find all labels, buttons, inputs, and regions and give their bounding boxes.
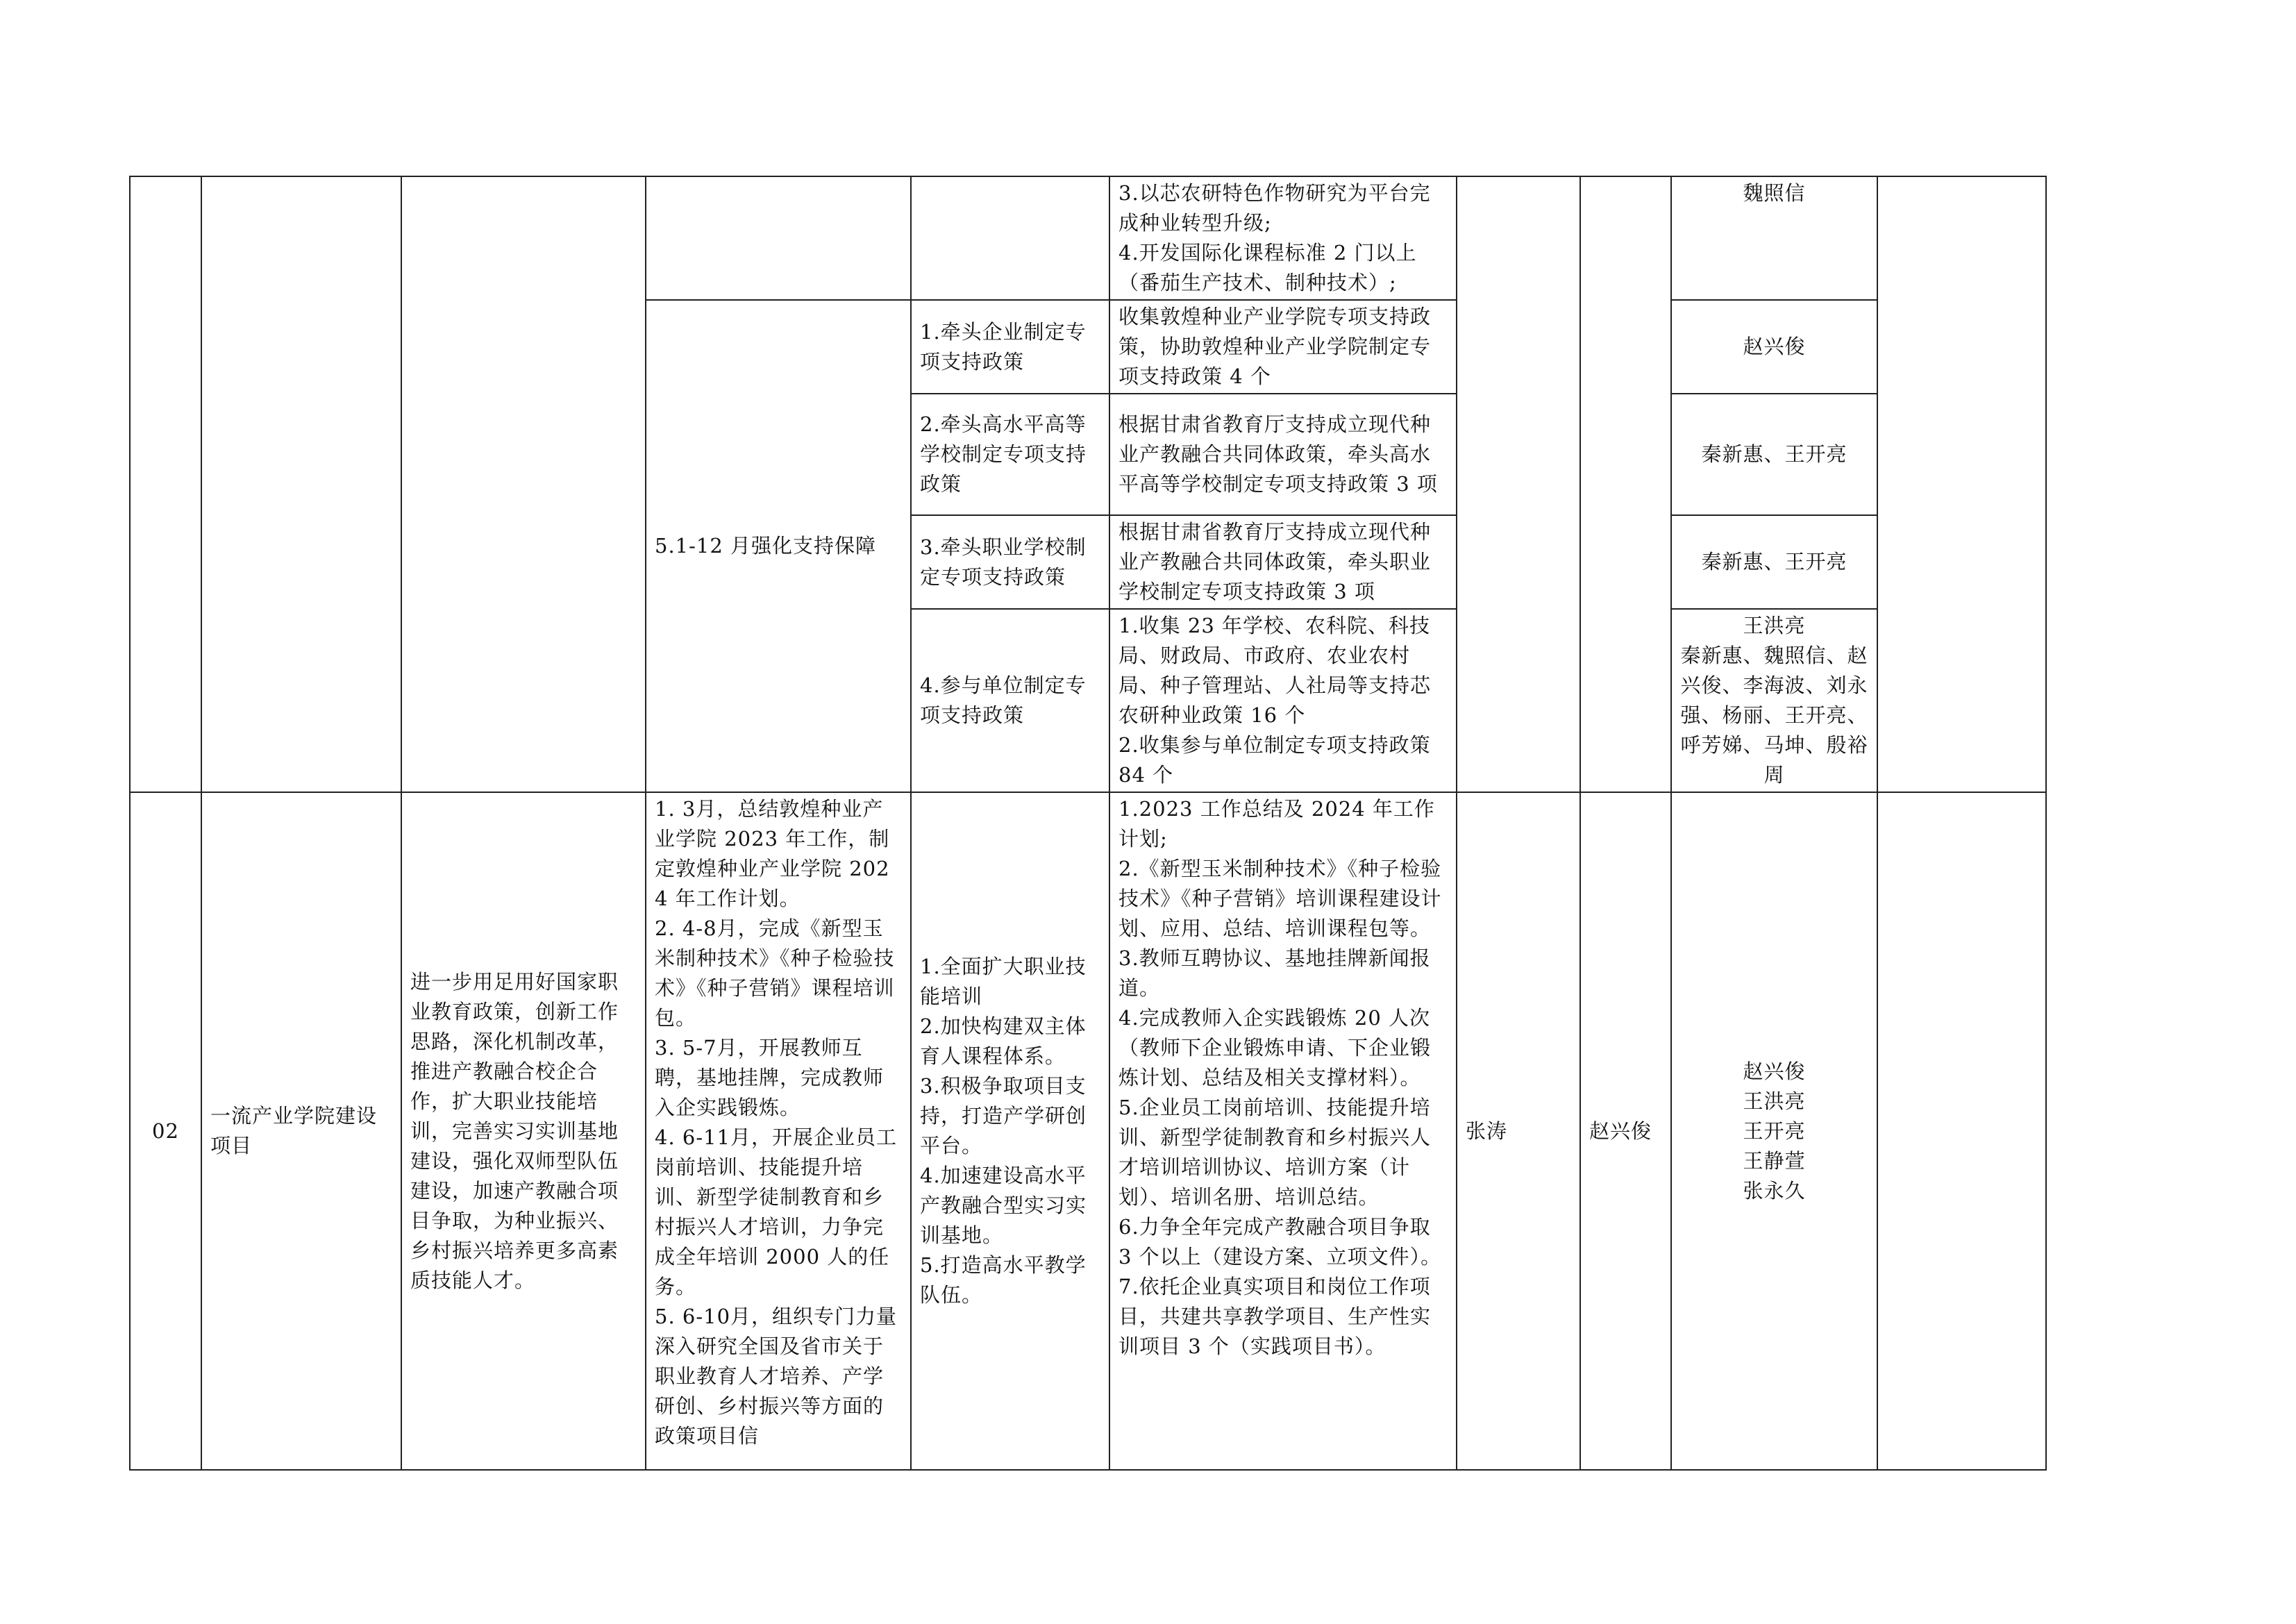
- project-no: 02: [130, 792, 201, 1470]
- row1-measure-cell: [911, 176, 1109, 300]
- row1-persons-cell: 魏照信: [1671, 176, 1877, 300]
- row1-project-cell: [201, 176, 401, 792]
- project-remark: [1877, 792, 2046, 1470]
- row1-no-cell: [130, 176, 201, 792]
- project-leader: 张涛: [1457, 792, 1580, 1470]
- work-plan-table: [129, 176, 2047, 1471]
- support-schedule-cell: 5.1-12 月强化支持保障: [646, 300, 911, 792]
- support-output-2: 根据甘肃省教育厅支持成立现代种业产教融合共同体政策，牵头高水平高等学校制定专项支持政策 3 项: [1109, 394, 1457, 515]
- support-persons-3: 秦新惠、王开亮: [1671, 515, 1877, 609]
- row1-output-cell: 3.以芯农研特色作物研究为平台完成种业转型升级; 4.开发国际化课程标准 2 门以上（番茄生产技术、制种技术）;: [1109, 176, 1457, 300]
- row1-schedule-cell: [646, 176, 911, 300]
- support-output-1: 收集敦煌种业产业学院专项支持政策，协助敦煌种业产业学院制定专项支持政策 4 个: [1109, 300, 1457, 394]
- support-persons-1: 赵兴俊: [1671, 300, 1877, 394]
- project-outputs: 1.2023 工作总结及 2024 年工作计划; 2.《新型玉米制种技术》《种子检验技术》《种子营销》培训课程建设计划、应用、总结、培训课程包等。 3.教师互聘协议、基地挂牌新闻报道。 4.完成教师入企实践锻炼 20 人次（教师下企业锻炼申请、下企业锻炼计划、总结及相关支撑材料）。 5.企业员工岗前培训、技能提升培训、新型学徒制教育和乡村振兴人才培训培训协议、培训方案（计划）、培训名册、培训总结。 6.力争全年完成产教融合项目争取 3 个以上（建设方案、立项文件）。 7.依托企业真实项目和岗位工作项目，共建共享教学项目、生产性实训项目 3 个（实践项目书）。: [1109, 792, 1457, 1470]
- support-measure-1: 1.牵头企业制定专项支持政策: [911, 300, 1109, 394]
- project-responsible: 赵兴俊: [1580, 792, 1671, 1470]
- support-persons-2: 秦新惠、王开亮: [1671, 394, 1877, 515]
- support-output-4: 1.收集 23 年学校、农科院、科技局、财政局、市政府、农业农村局、种子管理站、人社局等支持芯农研种业政策 16 个 2.收集参与单位制定专项支持政策 84 个: [1109, 609, 1457, 792]
- support-measure-3: 3.牵头职业学校制定专项支持政策: [911, 515, 1109, 609]
- row1-leader-cell: [1457, 176, 1580, 792]
- row1-remark-cell: [1877, 176, 2046, 792]
- project-name: 一流产业学院建设项目: [201, 792, 401, 1470]
- project-persons: 赵兴俊 王洪亮 王开亮 王静萱 张永久: [1671, 792, 1877, 1470]
- project-goal: 进一步用足用好国家职业教育政策，创新工作思路，深化机制改革，推进产教融合校企合作，扩大职业技能培训，完善实习实训基地建设，强化双师型队伍建设，加速产教融合项目争取，为种业振兴、乡村振兴培养更多高素质技能人才。: [401, 792, 646, 1470]
- row1-goal-cell: [401, 176, 646, 792]
- project-measures: 1.全面扩大职业技能培训 2.加快构建双主体育人课程体系。 3.积极争取项目支持，打造产学研创平台。 4.加速建设高水平产教融合型实习实训基地。 5.打造高水平教学队伍。: [911, 792, 1109, 1470]
- project-schedule: 1. 3月，总结敦煌种业产业学院 2023 年工作，制定敦煌种业产业学院 2024 年工作计划。 2. 4-8月，完成《新型玉米制种技术》《种子检验技术》《种子营销》课程培训包。 3. 5-7月，开展教师互聘，基地挂牌，完成教师入企实践锻炼。 4. 6-11月，开展企业员工岗前培训、技能提升培训、新型学徒制教育和乡村振兴人才培训，力争完成全年培训 2000 人的任务。 5. 6-10月，组织专门力量深入研究全国及省市关于职业教育人才培养、产学研创、乡村振兴等方面的政策项目信: [646, 792, 911, 1470]
- support-output-3: 根据甘肃省教育厅支持成立现代种业产教融合共同体政策，牵头职业学校制定专项支持政策 3 项: [1109, 515, 1457, 609]
- row1-responsible-cell: [1580, 176, 1671, 792]
- support-measure-4: 4.参与单位制定专项支持政策: [911, 609, 1109, 792]
- support-persons-4: 王洪亮 秦新惠、魏照信、赵兴俊、李海波、刘永强、杨丽、王开亮、呼芳娣、马坤、殷裕周: [1671, 609, 1877, 792]
- support-measure-2: 2.牵头高水平高等学校制定专项支持政策: [911, 394, 1109, 515]
